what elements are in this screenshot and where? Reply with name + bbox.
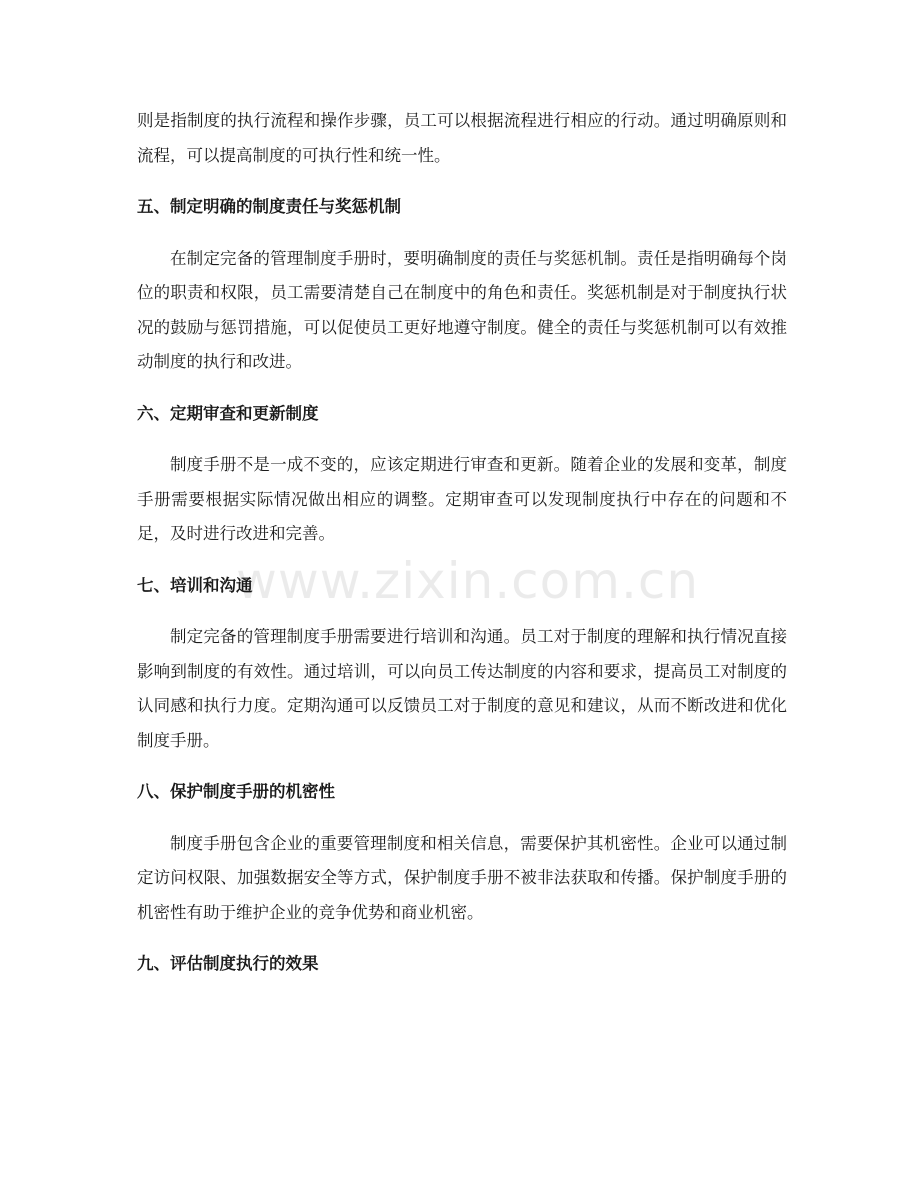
section-body-7: 制定完备的管理制度手册需要进行培训和沟通。员工对于制度的理解和执行情况直接影响到制度的有效性。通过培训，可以向员工传达制度的内容和要求，提高员工对制度的认同感和执行力度。定期沟通可以反馈员工对于制度的意见和建议，从而不断改进和优化制度手册。 — [137, 627, 787, 750]
section-heading-8: 八、保护制度手册的机密性 — [137, 782, 335, 801]
section-heading-5: 五、制定明确的制度责任与奖惩机制 — [137, 197, 401, 216]
section-heading-6: 六、定期审查和更新制度 — [137, 403, 319, 423]
section-heading-9: 九、评估制度执行的效果 — [137, 954, 319, 973]
section-body-5: 在制定完备的管理制度手册时，要明确制度的责任与奖惩机制。责任是指明确每个岗位的职责和权限，员工需要清楚自己在制度中的角色和责任。奖惩机制是对于制度执行状况的鼓励与惩罚措施，可以促使员工更好地遵守制度。健全的责任与奖惩机制可以有效推动制度的执行和改进。 — [137, 248, 787, 371]
section-heading-7: 七、培训和沟通 — [137, 575, 253, 595]
section-body-6: 制度手册不是一成不变的，应该定期进行审查和更新。随着企业的发展和变革，制度手册需要根据实际情况做出相应的调整。定期审查可以发现制度执行中存在的问题和不足，及时进行改进和完善。 — [137, 455, 787, 543]
section-body-8: 制度手册包含企业的重要管理制度和相关信息，需要保护其机密性。企业可以通过制定访问权限、加强数据安全等方式，保护制度手册不被非法获取和传播。保护制度手册的机密性有助于维护企业的竞争优势和商业机密。 — [137, 833, 787, 922]
watermark-text: www.zixin.com.cn — [236, 552, 700, 610]
document-content — [137, 104, 787, 982]
intro-paragraph: 则是指制度的执行流程和操作步骤，员工可以根据流程进行相应的行动。通过明确原则和流程，可以提高制度的可执行性和统一性。 — [137, 111, 787, 165]
